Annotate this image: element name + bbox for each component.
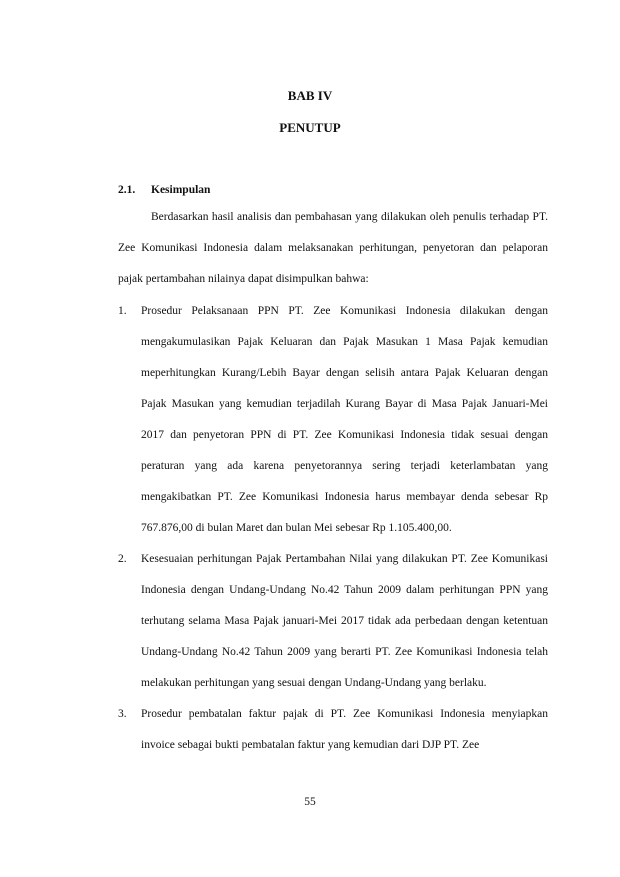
list-item-marker: 2. (118, 553, 127, 565)
list-item (118, 544, 548, 699)
section-heading (118, 184, 210, 196)
conclusion-list (118, 296, 548, 761)
chapter-label: BAB IV (287, 88, 333, 103)
list-item (118, 699, 548, 761)
list-item-text: Prosedur pembatalan faktur pajak di PT. Zee Komunikasi Indonesia menyiapkan invoice sebagai bukti pembatalan faktur yang kemudian dari DJP PT. Zee (141, 708, 548, 751)
intro-paragraph: Berdasarkan hasil analisis dan pembahasan yang dilakukan oleh penulis terhadap PT. Zee Komunikasi Indonesia dalam melaksanakan perhitungan, penyetoran dan pelaporan pajak pertambahan nilainya dapat disimpulkan bahwa: (118, 211, 548, 285)
page-number: 55 (304, 796, 316, 808)
list-item-text: Kesesuaian perhitungan Pajak Pertambahan Nilai yang dilakukan PT. Zee Komunikasi Indonesia dengan Undang-Undang No.42 Tahun 2009 dalam perhitungan PPN yang terhutang selama Masa Pajak januari-Mei 2017 tidak ada perbedaan dengan ketentuan Undang-Undang No.42 Tahun 2009 yang berarti PT. Zee Komunikasi Indonesia telah melakukan perhitungan yang sesuai dengan Undang-Undang yang berlaku. (141, 553, 548, 689)
list-item-text: Prosedur Pelaksanaan PPN PT. Zee Komunikasi Indonesia dilakukan dengan mengakumulasikan Pajak Keluaran dan Pajak Masukan 1 Masa Pajak kemudian meperhitungkan Kurang/Lebih Bayar dengan selisih antara Pajak Keluaran dengan Pajak Masukan yang kemudian terjadilah Kurang Bayar di Masa Pajak Januari-Mei 2017 dan penyetoran PPN di PT. Zee Komunikasi Indonesia tidak sesuai dengan peraturan yang ada karena penyetorannya sering terjadi keterlambatan yang mengakibatkan PT. Zee Komunikasi Indonesia harus membayar denda sebesar Rp 767.876,00 di bulan Maret dan bulan Mei sebesar Rp 1.105.400,00. (141, 305, 548, 534)
list-item-marker: 3. (118, 708, 127, 720)
chapter-title: PENUTUP (279, 120, 341, 135)
list-item-marker: 1. (118, 305, 127, 317)
list-item (118, 296, 548, 544)
section-number: 2.1. (118, 184, 136, 196)
section-title: Kesimpulan (151, 184, 211, 196)
